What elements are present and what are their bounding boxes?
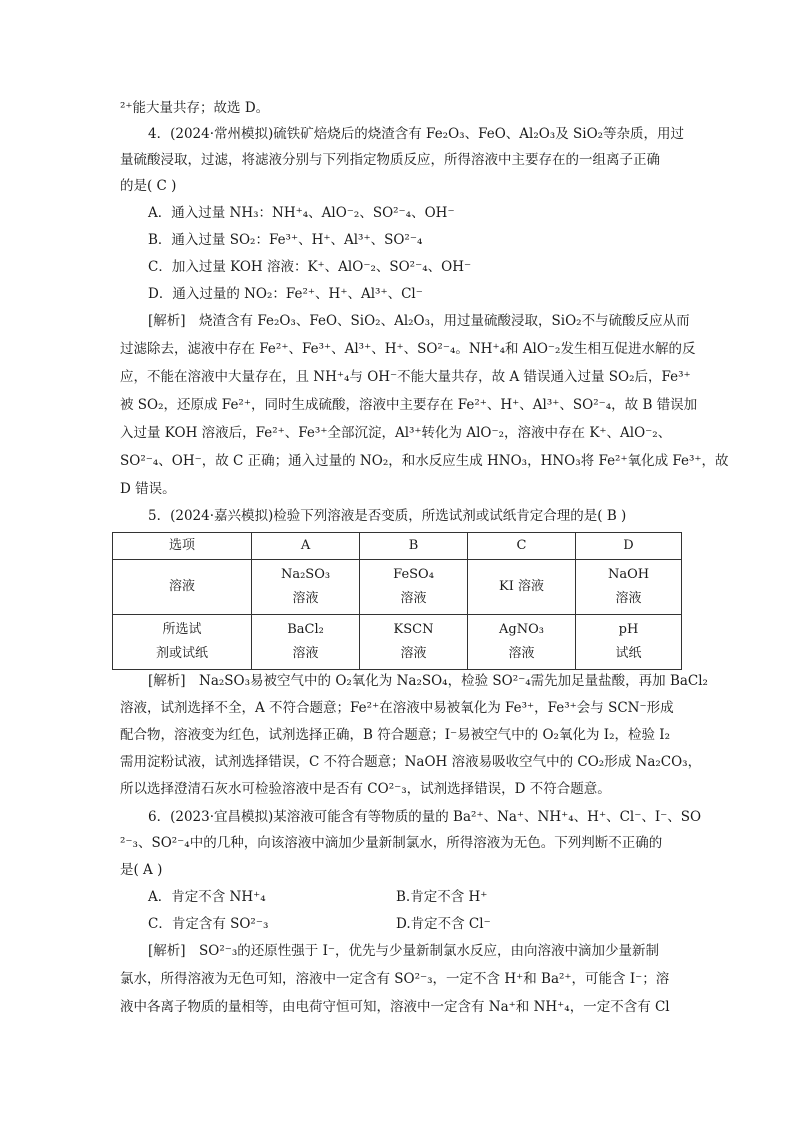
table-cell-label: 溶液	[113, 560, 252, 615]
cell-line: NaOH	[607, 567, 650, 582]
option-b: B.肯定不含 H⁺	[396, 889, 488, 905]
option-a: A．肯定不含 NH⁺₄	[148, 889, 266, 905]
cell-line: 溶液	[508, 646, 535, 661]
text-line: 应，不能在溶液中大量存在，且 NH⁺₄与 OH⁻不能大量共存，故 A 错误通入过量 SO₂后，Fe³⁺	[120, 369, 691, 385]
cell-line: KSCN	[393, 622, 434, 637]
text-line: 是( A )	[120, 862, 163, 878]
cell-line: 溶液	[400, 591, 427, 606]
table-cell	[576, 615, 682, 670]
cell-line: pH	[618, 622, 639, 637]
option-a: A．通入过量 NH₃：NH⁺₄、AlO⁻₂、SO²⁻₄、OH⁻	[148, 205, 455, 221]
table-header-cell: 选项	[113, 533, 252, 560]
text-line: 量硫酸浸取，过滤，将滤液分别与下列指定物质反应，所得溶液中主要存在的一组离子正确	[120, 152, 660, 168]
cell-line: Na₂SO₃	[280, 567, 331, 582]
text-line: ²⁺能大量共存；故选 D。	[120, 100, 270, 116]
text-line: 氯水，所得溶液为无色可知，溶液中一定含有 SO²⁻₃，一定不含 H⁺和 Ba²⁺，可能含 I⁻；溶	[120, 971, 670, 987]
table-header-cell: C	[468, 533, 576, 560]
option-c: C．加入过量 KOH 溶液：K⁺、AlO⁻₂、SO²⁻₄、OH⁻	[148, 259, 472, 275]
text-line: 配合物，溶液变为红色，试剂选择正确，B 符合题意；I⁻易被空气中的 O₂氧化为 I₂，检验 I₂	[120, 727, 671, 743]
table-cell	[252, 615, 360, 670]
text-line: 溶液，试剂选择不全，A 不符合题意；Fe²⁺在溶液中易被氧化为 Fe³⁺，Fe³⁺会与 SCN⁻形成	[120, 700, 674, 716]
text-line: 被 SO₂，还原成 Fe²⁺，同时生成硫酸，溶液中主要存在 Fe²⁺、H⁺、Al³⁺、SO²⁻₄，故 B 错误加	[120, 397, 698, 413]
table-row	[113, 615, 682, 670]
question-6-stem: 6．(2023·宜昌模拟)某溶液可能含有等物质的量的 Ba²⁺、Na⁺、NH⁺₄、H⁺、Cl⁻、I⁻、SO	[148, 809, 702, 825]
cell-line: BaCl₂	[287, 622, 324, 637]
table-cell	[576, 560, 682, 615]
table-header-cell: A	[252, 533, 360, 560]
cell-line: 试纸	[615, 646, 642, 661]
table-cell	[252, 560, 360, 615]
cell-line: 溶液	[400, 646, 427, 661]
text-line: 所以选择澄清石灰水可检验溶液中是否有 CO²⁻₃，试剂选择错误，D 不符合题意。	[120, 781, 611, 797]
table-cell	[468, 615, 576, 670]
table-header-cell: B	[360, 533, 468, 560]
cell-line: 溶液	[615, 591, 642, 606]
option-b: B．通入过量 SO₂：Fe³⁺、H⁺、Al³⁺、SO²⁻₄	[148, 232, 423, 248]
analysis-4: [解析] 烧渣含有 Fe₂O₃、FeO、SiO₂、Al₂O₃，用过量硫酸浸取，SiO₂不与硫酸反应从而	[148, 313, 690, 329]
cell-line: FeSO₄	[393, 567, 434, 582]
text-line: SO²⁻₄、OH⁻，故 C 正确；通入过量的 NO₂，和水反应生成 HNO₃，HNO₃将 Fe²⁺氧化成 Fe³⁺，故	[120, 453, 729, 469]
text-line: 过滤除去，滤液中存在 Fe²⁺、Fe³⁺、Al³⁺、H⁺、SO²⁻₄。NH⁺₄和 AlO⁻₂发生相互促进水解的反	[120, 341, 696, 357]
option-d: D．通入过量的 NO₂：Fe²⁺、H⁺、Al³⁺、Cl⁻	[148, 286, 423, 302]
text-line: 的是( C )	[120, 178, 177, 194]
text-line: 入过量 KOH 溶液后，Fe²⁺、Fe³⁺全部沉淀，Al³⁺转化为 AlO⁻₂，溶液中存在 K⁺、AlO⁻₂、	[120, 425, 672, 441]
text-line: 液中各离子物质的量相等，由电荷守恒可知，溶液中一定含有 Na⁺和 NH⁺₄，一定不含有 Cl	[120, 999, 670, 1015]
table-cell	[468, 560, 576, 615]
text-line: 需用淀粉试液，试剂选择错误，C 不符合题意；NaOH 溶液易吸收空气中的 CO₂形成 Na₂CO₃，	[120, 754, 702, 770]
text-line: D 错误。	[120, 481, 176, 497]
cell-line: 溶液	[292, 646, 319, 661]
table-header-row	[113, 533, 682, 560]
cell-line: KI 溶液	[499, 579, 544, 594]
cell-line: 所选试	[162, 622, 202, 637]
question-4-stem: 4．(2024·常州模拟)硫铁矿焙烧后的烧渣含有 Fe₂O₃、FeO、Al₂O₃及 SiO₂等杂质，用过	[148, 126, 685, 142]
table-row	[113, 560, 682, 615]
question-5-stem: 5．(2024·嘉兴模拟)检验下列溶液是否变质，所选试剂或试纸肯定合理的是( B )	[148, 508, 627, 524]
table-cell	[360, 560, 468, 615]
analysis-6: [解析] SO²⁻₃的还原性强于 I⁻，优先与少量新制氯水反应，由向溶液中滴加少量新制	[148, 943, 660, 959]
table-header-cell: D	[576, 533, 682, 560]
cell-line: 溶液	[292, 591, 319, 606]
option-d: D.肯定不含 Cl⁻	[396, 916, 491, 932]
cell-line: AgNO₃	[499, 622, 544, 637]
analysis-5: [解析] Na₂SO₃易被空气中的 O₂氧化为 Na₂SO₄，检验 SO²⁻₄需先加足量盐酸，再加 BaCl₂	[148, 673, 708, 689]
question-5-table	[112, 532, 682, 670]
table-cell-label	[113, 615, 252, 670]
table-cell	[360, 615, 468, 670]
option-c: C．肯定含有 SO²⁻₃	[148, 916, 269, 932]
text-line: ²⁻₃、SO²⁻₄中的几种，向该溶液中滴加少量新制氯水，所得溶液为无色。下列判断不正确的	[120, 835, 663, 851]
cell-line: 剂或试纸	[155, 646, 208, 661]
